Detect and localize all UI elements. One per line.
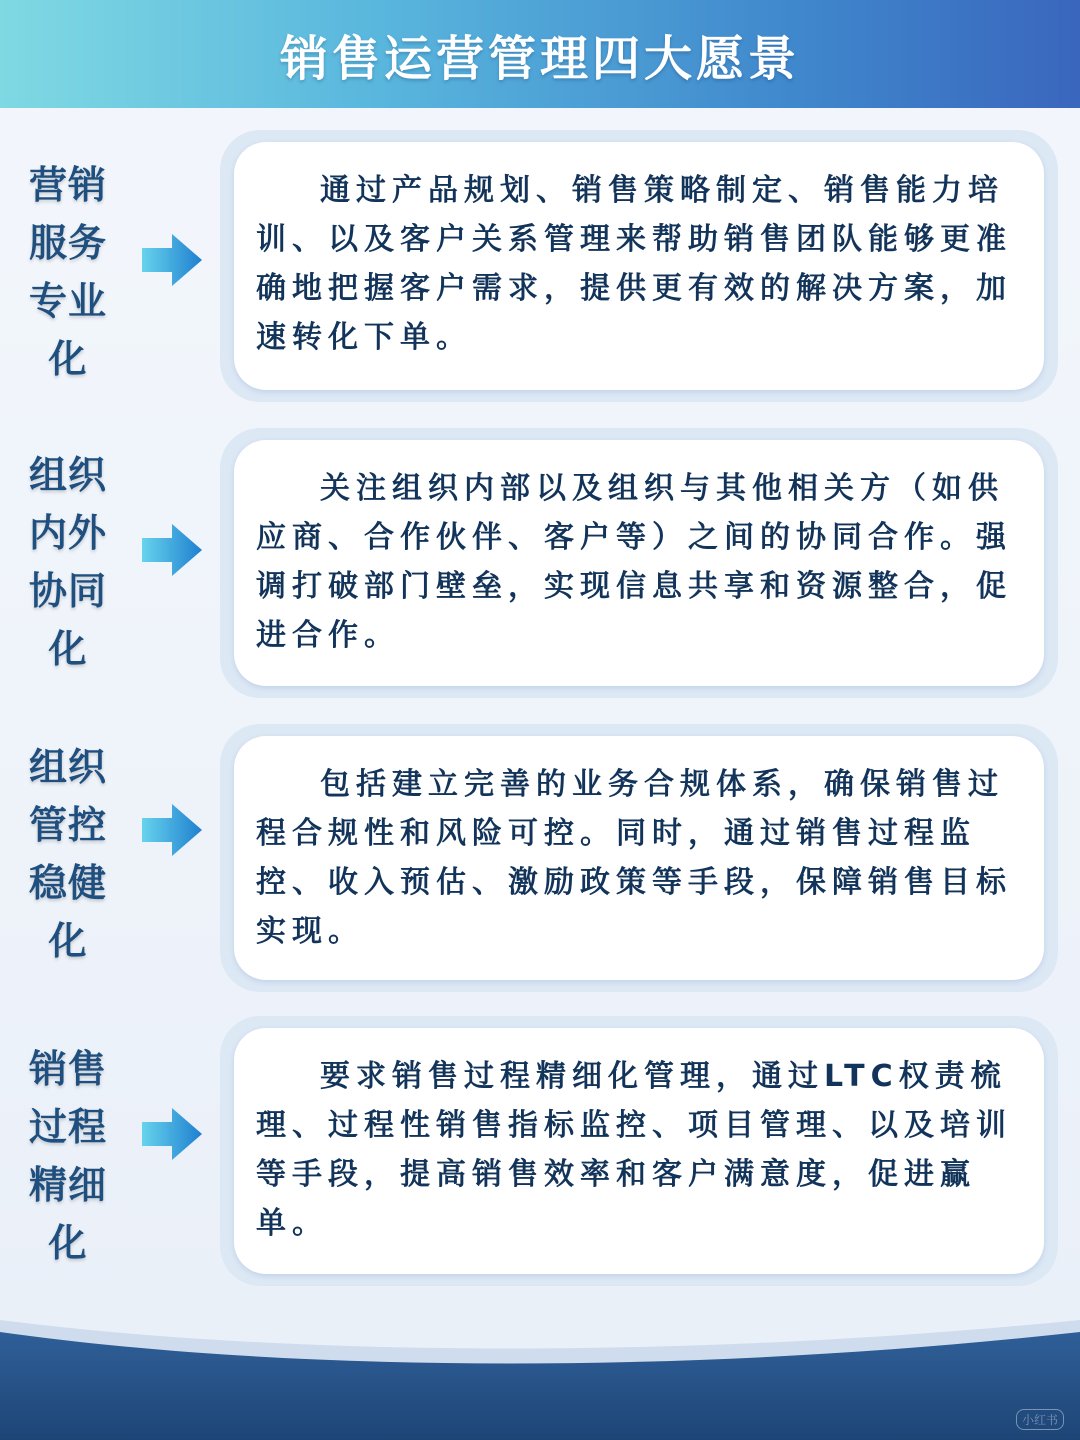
arrow-right-icon: [142, 1108, 202, 1160]
description-card: [234, 142, 1044, 390]
description-text: 包括建立完善的业务合规体系，确保销售过程合规性和风险可控。同时，通过销售过程监控、收入预估、激励政策等手段，保障销售目标实现。: [256, 767, 1012, 949]
description-card: [234, 1028, 1044, 1274]
description-card: [234, 736, 1044, 980]
vision-item-4: [0, 1016, 1080, 1286]
arrow-right-icon: [142, 804, 202, 856]
arrow-right-icon: [142, 234, 202, 286]
item-label: 组织 管控 稳健 化: [28, 745, 107, 963]
card-frame: [220, 428, 1058, 698]
arrow-right-icon: [142, 524, 202, 576]
footer-wave: [0, 1280, 1080, 1440]
item-label: 组织 内外 协同 化: [28, 453, 107, 671]
page-title: 销售运营管理四大愿景: [279, 30, 800, 87]
item-label: 销售 过程 精细 化: [28, 1047, 107, 1265]
description-text: 通过产品规划、销售策略制定、销售能力培训、以及客户关系管理来帮助销售团队能够更准确地把握客户需求，提供更有效的解决方案，加速转化下单。: [256, 173, 1012, 355]
vision-item-3: [0, 724, 1080, 992]
item-label: 营销 服务 专业 化: [28, 163, 107, 381]
vision-item-1: [0, 130, 1080, 402]
header-banner: [0, 0, 1080, 108]
description-card: [234, 440, 1044, 686]
card-frame: [220, 724, 1058, 992]
watermark-logo: 小红书: [1016, 1409, 1064, 1430]
vision-item-2: [0, 428, 1080, 698]
description-text: 要求销售过程精细化管理，通过LTC权责梳理、过程性销售指标监控、项目管理、以及培训等手段，提高销售效率和客户满意度，促进赢单。: [256, 1059, 1012, 1241]
description-text: 关注组织内部以及组织与其他相关方（如供应商、合作伙伴、客户等）之间的协同合作。强调打破部门壁垒，实现信息共享和资源整合，促进合作。: [256, 471, 1012, 653]
card-frame: [220, 1016, 1058, 1286]
card-frame: [220, 130, 1058, 402]
